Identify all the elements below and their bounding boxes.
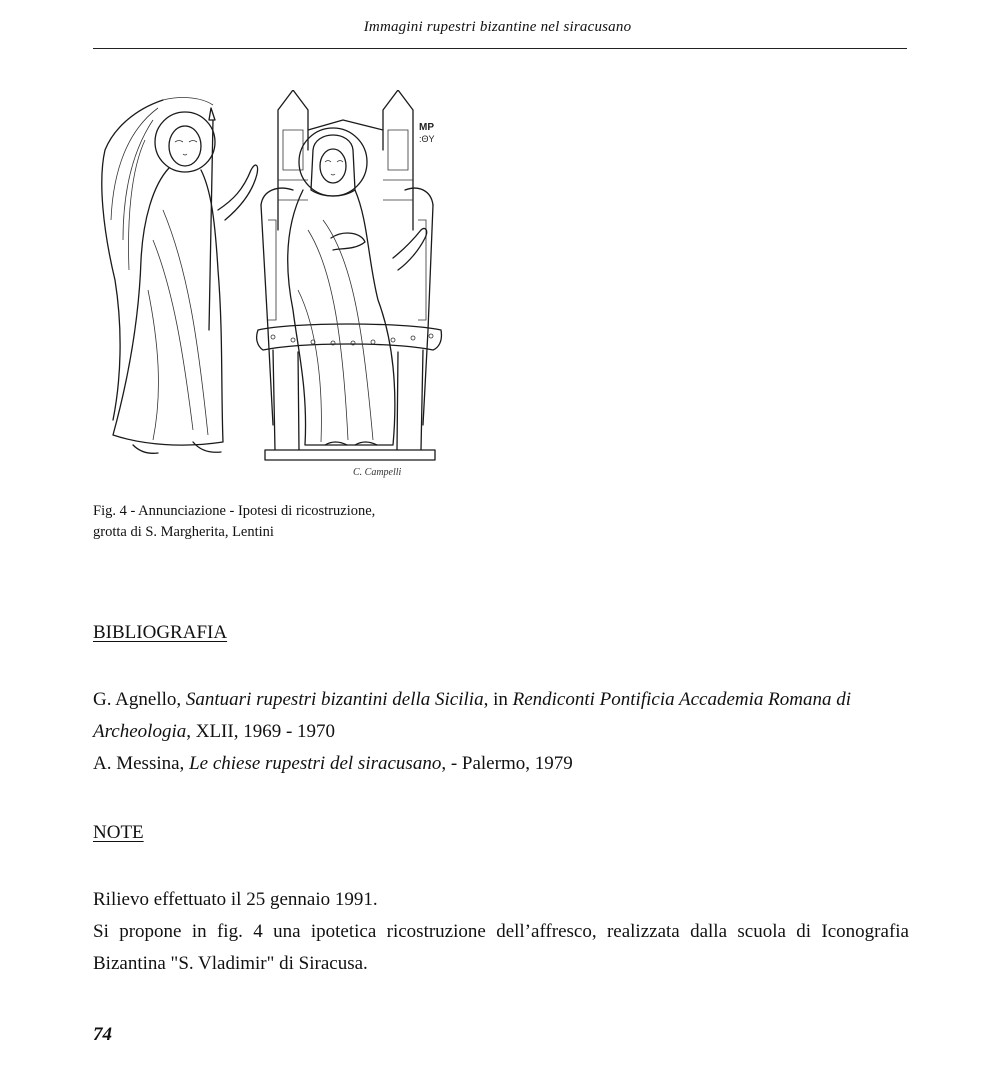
notes-body bbox=[93, 884, 909, 980]
running-title: Immagini rupestri bizantine nel siracusano bbox=[363, 19, 632, 35]
artist-signature: C. Campelli bbox=[353, 467, 402, 478]
header-rule bbox=[93, 48, 907, 49]
entry-connector: , in bbox=[483, 689, 513, 710]
bibliography-heading: BIBLIOGRAFIA bbox=[93, 622, 228, 643]
annunciation-line-drawing bbox=[93, 90, 473, 490]
annunciation-drawing bbox=[93, 90, 473, 490]
note-line-1: Rilievo effettuato il 25 gennaio 1991. bbox=[93, 889, 378, 910]
caption-line-2: grotta di S. Margherita, Lentini bbox=[93, 524, 274, 540]
note-line-2: Si propone in fig. 4 una ipotetica ricostruzione dell’affresco, realizzata dalla scuola di Iconografia Bizantina "S. Vladimir" di Siracusa. bbox=[93, 921, 909, 974]
bibliography-list bbox=[93, 684, 913, 780]
entry-title: Le chiese rupestri del siracusano bbox=[189, 753, 442, 774]
entry-details: , - Palermo, 1979 bbox=[441, 753, 573, 774]
bibliography-entry bbox=[93, 748, 913, 780]
page-number: 74 bbox=[93, 1024, 112, 1045]
figure-caption bbox=[93, 501, 493, 543]
entry-title: Santuari rupestri bizantini della Sicilia bbox=[185, 689, 484, 710]
caption-line-1: Fig. 4 - Annunciazione - Ipotesi di ricostruzione, bbox=[93, 503, 376, 519]
entry-author: G. Agnello, bbox=[93, 689, 186, 710]
inscription-line2: :ΘY bbox=[419, 134, 435, 144]
entry-author: A. Messina, bbox=[93, 753, 190, 774]
bibliography-entry bbox=[93, 684, 913, 748]
entry-journal: Rendiconti Pontificia Accademia Romana di Archeologia bbox=[93, 689, 852, 742]
entry-details: , XLII, 1969 - 1970 bbox=[186, 721, 336, 742]
inscription-line1: MP bbox=[419, 122, 434, 133]
notes-heading: NOTE bbox=[93, 822, 144, 843]
